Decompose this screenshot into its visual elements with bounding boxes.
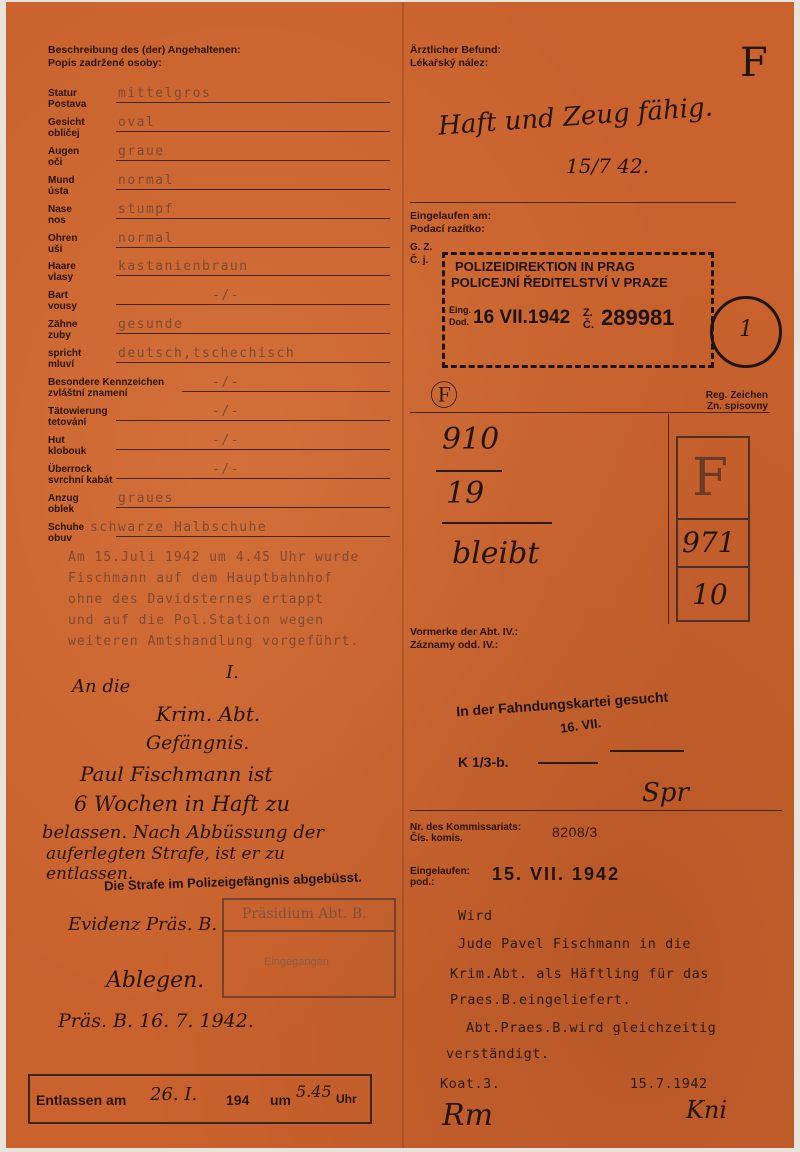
eingelaufen2-de: Eingelaufen: (410, 866, 471, 877)
field-label (48, 146, 79, 168)
report-line: weiteren Amtshandlung vorgeführt. (68, 634, 360, 649)
field-label-de: Nase (48, 203, 72, 215)
report-line: Fischmann auf dem Hauptbahnhof (68, 571, 333, 586)
police-direction-stamp (442, 252, 714, 368)
entlassen-label: Entlassen am (36, 1092, 127, 1108)
gz-label: G. Z. (410, 242, 433, 253)
vormerke-header (410, 626, 518, 652)
field-value: -/- (212, 403, 240, 419)
field-value: mittelgros (118, 86, 212, 101)
reg-cz: Zn. spisovny (706, 401, 768, 412)
field-label-de: Besondere Kennzeichen (48, 377, 165, 388)
circle-mark: 1 (739, 317, 753, 342)
description-header-de: Beschreibung des (der) Angehaltenen: (48, 44, 241, 56)
field-value: deutsch,tschechisch (118, 346, 296, 362)
field-label (48, 175, 75, 197)
stamp-date: 16 VII.1942 (473, 307, 571, 328)
field-label-de: spricht (48, 348, 82, 360)
transfer-line: Wird (458, 908, 493, 924)
transfer-line: Abt.Praes.B.wird gleichzeitig (466, 1020, 717, 1036)
medical-header-cz: Lékařský nález: (410, 57, 489, 69)
kommissariat-de: Nr. des Kommissariats: (410, 822, 522, 833)
field-value: normal (118, 230, 174, 246)
medical-date: 15/7 42. (566, 154, 650, 178)
final-initials: Kni (686, 1096, 728, 1124)
hand-line: auferlegten Strafe, ist er zu (46, 844, 285, 864)
field-value: normal (118, 172, 174, 188)
field-label (48, 435, 86, 457)
initial-signature: Spr (642, 778, 689, 808)
field-value: graues (118, 490, 174, 506)
fahndung-date: 16. VII. (559, 715, 603, 736)
medical-header (410, 44, 501, 70)
field-label-cz: Postava (48, 99, 87, 110)
description-header-cz: Popis zadržené osoby: (48, 57, 162, 69)
field-label (48, 348, 81, 370)
bleibt-note: bleibt (452, 536, 540, 571)
field-label-cz: uši (48, 243, 63, 255)
entlassen-box (28, 1074, 372, 1124)
page-fold (402, 2, 404, 1148)
transfer-line: verständigt. (446, 1046, 550, 1062)
field-value: stumpf (118, 201, 174, 217)
date-handwritten: Präs. B. 16. 7. 1942. (58, 1010, 254, 1032)
field-label (48, 493, 79, 515)
field-label-de: Ohren (48, 232, 78, 244)
field-label (48, 377, 164, 399)
field-label-de: Mund (48, 174, 75, 186)
field-label-cz: ústa (48, 185, 69, 197)
field-label-de: Haare (48, 261, 76, 273)
hand-line: belassen. Nach Abbüssung der (42, 822, 325, 843)
eingelaufen-cz: Podací razítko: (410, 223, 485, 235)
field-label-cz: vlasy (48, 272, 74, 284)
registry-letter: F (692, 448, 729, 508)
field-label-de: Statur (48, 88, 77, 99)
field-label-cz: oči (48, 156, 63, 168)
field-label (48, 406, 107, 428)
corner-letter: F (740, 40, 768, 86)
hand-line: Paul Fischmann ist (80, 762, 273, 786)
stamp-number: 289981 (601, 305, 675, 330)
field-label (48, 233, 77, 255)
field-label-de: Tätowierung (48, 405, 108, 417)
field-label (48, 204, 72, 226)
fraction-top: 910 (442, 422, 500, 457)
report-line: und auf die Pol.Station wegen (68, 613, 324, 628)
entlassen-date: 26. I. (150, 1084, 198, 1105)
field-value: -/- (212, 288, 240, 304)
field-value: gesunde (118, 317, 184, 333)
registry-stamp (676, 436, 750, 622)
stamp-dod: Dod. (449, 317, 469, 327)
field-label-cz: obličej (48, 127, 80, 139)
kommissariat-value: 8208/3 (552, 824, 598, 840)
field-value: -/- (212, 432, 240, 448)
field-label-de: Hut (48, 434, 65, 446)
hand-line: Gefängnis. (146, 732, 250, 754)
eingelaufen2-value: 15. VII. 1942 (492, 864, 621, 884)
field-label-cz: vousy (48, 301, 77, 313)
field-label-de: Überrock (48, 463, 92, 475)
kommissariat-label (410, 822, 521, 844)
transfer-line: Jude Pavel Fischmann in die (458, 936, 691, 952)
kommissariat-cz: Čís. komis. (410, 833, 463, 844)
field-label-cz: zvláštní znamení (48, 388, 128, 399)
field-label (48, 88, 86, 110)
transfer-line: Krim.Abt. als Häftling für das (450, 966, 709, 982)
stamp-eing: Eing. (449, 305, 471, 315)
field-label (48, 319, 77, 341)
registry-num-1: 971 (682, 526, 736, 559)
field-label-cz: zuby (48, 330, 71, 342)
final-signature: Rm (442, 1098, 494, 1133)
entlassen-time: 5.45 (296, 1082, 332, 1101)
cj-label: Č. j. (410, 255, 429, 266)
stamp-line-2: POLICEJNÍ ŘEDITELSTVÍ V PRAZE (451, 275, 668, 290)
arrest-record-document (6, 2, 794, 1148)
eingelaufen-header (410, 210, 491, 236)
field-label-de: Schuhe (48, 521, 85, 533)
field-value: -/- (212, 375, 240, 390)
evidenz-note: Evidenz Präs. B. (68, 914, 218, 935)
hand-line: 6 Wochen in Haft zu (74, 792, 290, 816)
f-mark: Ⓕ (430, 379, 459, 412)
vormerke-de: Vormerke der Abt. IV.: (410, 626, 519, 638)
field-label-cz: svrchní kabát (48, 474, 113, 486)
ablegen-note: Ablegen. (106, 968, 205, 993)
medical-finding: Haft und Zeug fähig. (437, 92, 714, 142)
field-label-de: Gesicht (48, 116, 85, 128)
eingelaufen-de: Eingelaufen am: (410, 210, 492, 222)
k-label: K 1/3-b. (458, 754, 509, 770)
field-value: graue (118, 143, 165, 159)
field-label-cz: obuv (48, 532, 72, 544)
description-header (48, 44, 241, 70)
field-label (48, 117, 85, 139)
field-label-de: Augen (48, 145, 80, 157)
fahndung-stamp: In der Fahndungskartei gesucht (455, 688, 669, 720)
field-value: -/- (212, 461, 240, 477)
reg-header (668, 390, 768, 412)
field-label-cz: oblek (48, 503, 75, 515)
eingelaufen2-label (410, 866, 470, 888)
field-label (48, 522, 84, 544)
report-line: ohne des Davidsternes ertappt (68, 592, 324, 607)
praesidium-stamp-text: Präsidium Abt. B. (242, 906, 367, 922)
strafe-stamp: Die Strafe im Polizeigefängnis abgebüsst. (103, 869, 363, 894)
koat-label: Koat.3. (440, 1076, 501, 1092)
roman-numeral: I. (226, 662, 239, 683)
field-label-de: Bart (48, 290, 69, 302)
field-label (48, 290, 77, 312)
koat-date: 15.7.1942 (630, 1076, 708, 1092)
vormerke-cz: Záznamy odd. IV.: (410, 639, 499, 651)
field-label-de: Anzug (48, 492, 79, 504)
field-label-cz: tetování (48, 416, 87, 428)
entlassen-year: 194 (226, 1092, 250, 1108)
transfer-line: Praes.B.eingeliefert. (450, 992, 632, 1008)
stamp-line-1: POLIZEIDIREKTION IN PRAG (455, 259, 635, 274)
medical-header-de: Ärztlicher Befund: (410, 44, 502, 56)
circle-stamp (710, 296, 782, 368)
eingelaufen2-cz: pod.: (410, 877, 435, 888)
field-label-cz: mluví (48, 359, 75, 371)
field-value: oval (118, 114, 156, 130)
hand-line: entlassen. (46, 864, 134, 884)
field-label-de: Zähne (48, 319, 78, 331)
reg-de: Reg. Zeichen (705, 390, 768, 401)
report-line: Am 15.Juli 1942 um 4.45 Uhr wurde (68, 550, 360, 565)
fraction-bottom: 19 (446, 476, 485, 511)
field-value: kastanienbraun (118, 259, 249, 275)
field-label-cz: klobouk (48, 445, 87, 457)
field-label (48, 261, 76, 283)
registry-num-2: 10 (692, 578, 728, 611)
entlassen-time-label: um (270, 1092, 291, 1108)
praesidium-stamp-sub: Eingegangen (264, 956, 329, 968)
praesidium-stamp (222, 898, 396, 998)
hand-line: An die (72, 676, 131, 697)
field-value: schwarze Halbschuhe (90, 519, 268, 535)
field-label-cz: nos (48, 214, 66, 226)
field-label (48, 464, 112, 486)
hand-line: Krim. Abt. (156, 702, 261, 726)
entlassen-suffix: Uhr (336, 1092, 357, 1106)
stamp-zc: Z. Č. (583, 307, 594, 331)
